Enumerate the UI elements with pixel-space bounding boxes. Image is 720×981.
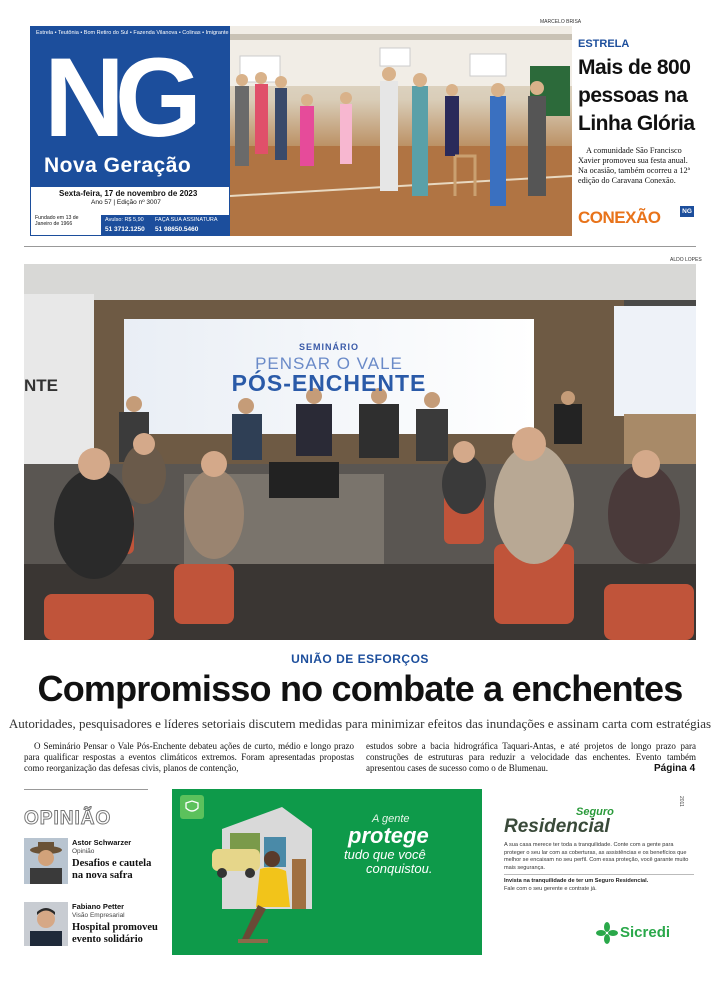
divider-opinion <box>24 789 148 790</box>
conexao-logo: CONEXÃO <box>578 208 661 227</box>
masthead-info <box>30 186 230 236</box>
opinion-title-2[interactable]: Hospital promoveu evento solidário <box>72 922 158 945</box>
ad-right-cta: Fale com o seu gerente e contrate já. <box>504 886 597 892</box>
ad-illustration <box>172 789 482 955</box>
sicredi-residencial-ad[interactable] <box>500 800 698 950</box>
ad-right-divider <box>504 874 694 875</box>
main-story-column-1: O Seminário Pensar o Vale Pós-Enchente debateu ações de curto, médio e longo prazo para qualificar respostas a eventos climáticos extremos. Foram apresentadas propostas como reorganização das defesas civis, planos de contenção, <box>24 741 354 773</box>
screen-line-1: SEMINÁRIO <box>298 342 359 352</box>
price-box <box>101 215 229 235</box>
opinion-author-2: Fabiano Petter <box>72 902 125 911</box>
opinion-role-2: Visão Empresarial <box>72 912 125 919</box>
person-icon <box>24 838 68 884</box>
avatar-fabiano <box>24 902 68 946</box>
screen-line-2: PENSAR O VALE <box>255 354 403 373</box>
masthead <box>30 26 230 236</box>
seminar-photo <box>24 264 696 640</box>
main-photo-credit: ALDO LOPES <box>670 257 702 263</box>
opinion-role-1: Opinião <box>72 848 95 855</box>
masthead-cities: Estrela • Teutônia • Bom Retiro do Sul • Fazenda Vilanova • Colinas • Imigrante <box>36 30 229 36</box>
festival-photo-drawing <box>230 26 572 236</box>
ng-badge: NG <box>680 206 694 217</box>
top-story-headline[interactable]: Mais de 800 pessoas na Linha Glória <box>578 56 695 135</box>
ad-right-script: Seguro <box>576 806 614 818</box>
subscribe-label[interactable]: FAÇA SUA ASSINATURA <box>155 217 218 223</box>
phone-1: 51 3712.1250 <box>105 226 145 233</box>
avatar-astor <box>24 838 68 884</box>
main-story-kicker: UNIÃO DE ESFORÇOS <box>291 652 429 666</box>
newspaper-logo[interactable]: NG <box>44 35 192 160</box>
ad-right-text: A sua casa merece ter toda a tranquilidade. Conte com a gente para proteger o seu lar com as coberturas, as assistências e os benefícios que melhor se encaixam no seu perfil. Com essa proteção, você garante muito mais segurança. <box>504 842 689 871</box>
top-photo-credit: MARCELO BRISA <box>540 19 582 25</box>
opinion-author-1: Astor Schwarzer <box>72 838 132 847</box>
seminar-photo-drawing <box>24 264 696 640</box>
ad-right-cta-bold: Invista na tranquilidade de ter um Seguro Residencial. <box>504 878 649 884</box>
top-story-kicker: ESTRELA <box>578 38 630 50</box>
opinion-title-1[interactable]: Desafios e cautela na nova safra <box>72 858 152 881</box>
person-icon <box>24 902 68 946</box>
ad-green-line-3: tudo que você <box>344 847 426 862</box>
issue-date: Sexta-feira, 17 de novembro de 2023 <box>59 189 198 198</box>
founded-note: Fundado em 13 de Janeiro de 1966 <box>35 215 79 227</box>
ad-green-line-4: conquistou. <box>366 861 433 876</box>
main-story-deck: Autoridades, pesquisadores e líderes setoriais discutem medidas para minimizar efeitos das inundações e assinam carta com estratégias <box>8 716 712 731</box>
opinion-section-title: OPINIÃO <box>24 808 112 829</box>
side-sign: NTE <box>24 376 58 395</box>
ad-side-tag: 2011 <box>678 796 684 807</box>
phone-2: 51 98650.5460 <box>155 226 199 233</box>
sicredi-brand: Sicredi <box>620 924 671 941</box>
ad-green-line-1: A gente <box>372 813 410 825</box>
issue-edition: Ano 57 | Edição nº 3007 <box>91 199 161 206</box>
ad-green-line-2: protege <box>348 823 429 848</box>
divider-top <box>24 246 696 247</box>
main-story-column-2: estudos sobre a bacia hidrográfica Taquari-Antas, e até projetos de longo prazo para construções de estruturas para reduzir a velocidade das enchentes. Evento também apresentou cases de sucesso como o de Blumenau. <box>366 741 696 773</box>
newspaper-name: Nova Geração <box>44 154 192 177</box>
top-story-body: A comunidade São Francisco Xavier promoveu sua festa anual. Na ocasião, também ocorreu a 12ª edição do Caravana Conexão. <box>578 146 690 185</box>
screen-line-3: PÓS-ENCHENTE <box>231 370 427 396</box>
price-label: Avulso: R$ 5,90 <box>105 217 144 223</box>
festival-photo <box>230 26 572 236</box>
ad-right-title: Residencial <box>504 816 610 837</box>
page-reference[interactable]: Página 4 <box>654 763 696 774</box>
sicredi-logo-icon <box>596 922 618 949</box>
sicredi-green-ad[interactable] <box>172 789 482 955</box>
main-story-headline[interactable]: Compromisso no combate a enchentes <box>37 668 683 709</box>
